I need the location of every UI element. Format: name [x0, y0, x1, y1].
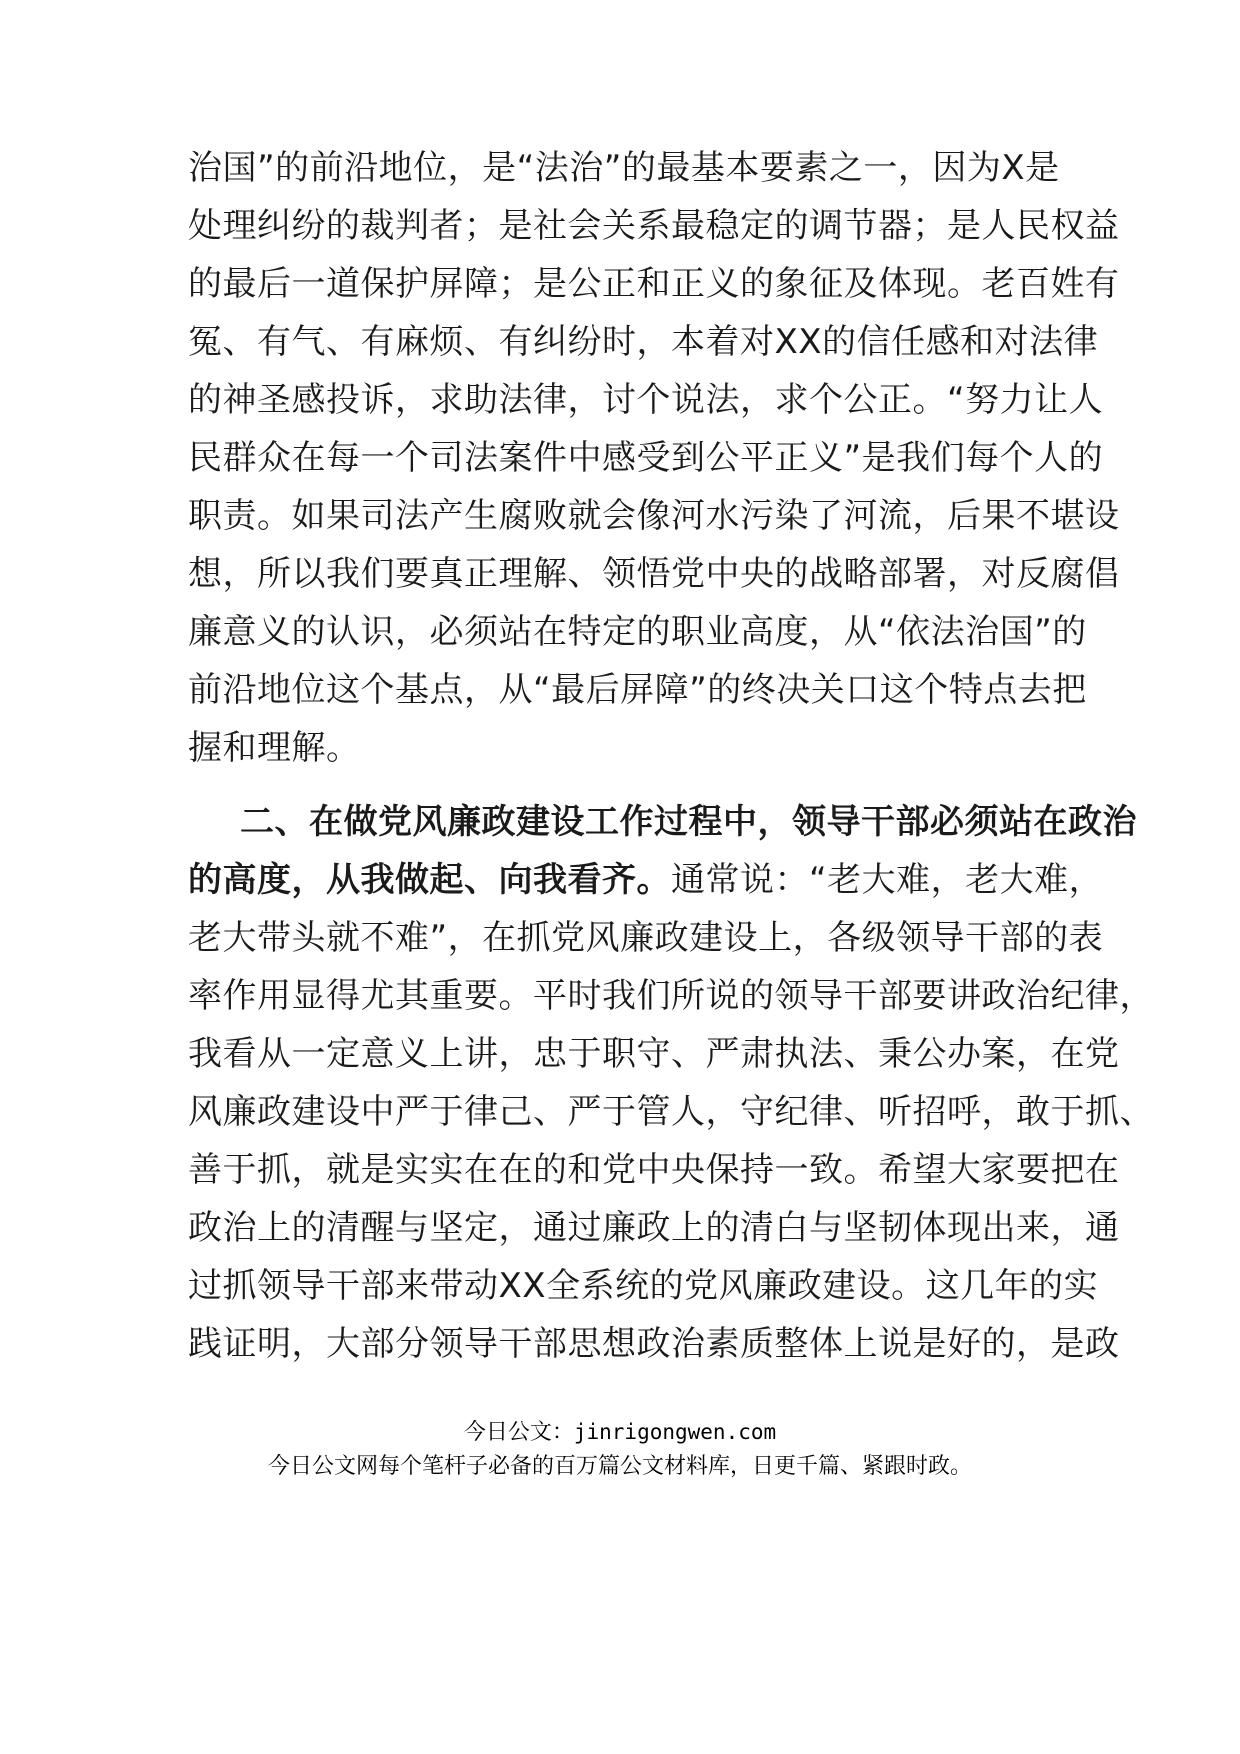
footer-site-label: 今日公文：: [463, 1420, 574, 1445]
section-heading: 二、在做党风廉政建设工作过程中，领导干部必须站在政治: [240, 802, 1137, 842]
text-line: 过抓领导干部来带动XX全系统的党风廉政建设。这几年的实: [188, 1266, 1099, 1306]
text-line: 老大带头就不难”，在抓党风廉政建设上，各级领导干部的表: [188, 918, 1104, 958]
footer-site-link[interactable]: jinrigongwen.com: [573, 1420, 777, 1444]
text-line: 职责。如果司法产生腐败就会像河水污染了河流，后果不堪设: [188, 496, 1120, 536]
text-line: [188, 860, 1104, 900]
text-line: 的神圣感投诉，求助法律，讨个说法，求个公正。“努力让人: [188, 380, 1104, 420]
text-line: 治国”的前沿地位，是“法治”的最基本要素之一，因为X是: [188, 148, 1060, 188]
footer-source: [0, 1418, 1240, 1447]
text-line: 践证明，大部分领导干部思想政治素质整体上说是好的，是政: [188, 1324, 1120, 1364]
text-line: 民群众在每一个司法案件中感受到公平正义”是我们每个人的: [188, 438, 1104, 478]
text-line: 善于抓，就是实实在在的和党中央保持一致。希望大家要把在: [188, 1150, 1120, 1190]
text-line: 廉意义的认识，必须站在特定的职业高度，从“依法治国”的: [188, 612, 1087, 652]
section-text-start: 通常说：“老大难，老大难，: [671, 860, 1104, 900]
text-line: 率作用显得尤其重要。平时我们所说的领导干部要讲政治纪律，: [188, 976, 1154, 1016]
footer-tagline: 今日公文网每个笔杆子必备的百万篇公文材料库，日更千篇、紧跟时政。: [267, 1454, 972, 1479]
text-line: 想，所以我们要真正理解、领悟党中央的战略部署，对反腐倡: [188, 554, 1120, 594]
text-line: 前沿地位这个基点，从“最后屏障”的终决关口这个特点去把: [188, 670, 1087, 710]
section-heading-end: 的高度，从我做起、向我看齐。: [188, 860, 671, 900]
text-line: 握和理解。: [188, 728, 361, 768]
text-line: 政治上的清醒与坚定，通过廉政上的清白与坚韧体现出来，通: [188, 1208, 1120, 1248]
text-line: 风廉政建设中严于律己、严于管人，守纪律、听招呼，敢于抓、: [188, 1092, 1154, 1132]
text-line: 我看从一定意义上讲，忠于职守、严肃执法、秉公办案，在党: [188, 1034, 1120, 1074]
text-line: 处理纠纷的裁判者；是社会关系最稳定的调节器；是人民权益: [188, 206, 1120, 246]
text-line: 的最后一道保护屏障；是公正和正义的象征及体现。老百姓有: [188, 264, 1120, 304]
text-line: 冤、有气、有麻烦、有纠纷时，本着对XX的信任感和对法律: [188, 322, 1099, 362]
